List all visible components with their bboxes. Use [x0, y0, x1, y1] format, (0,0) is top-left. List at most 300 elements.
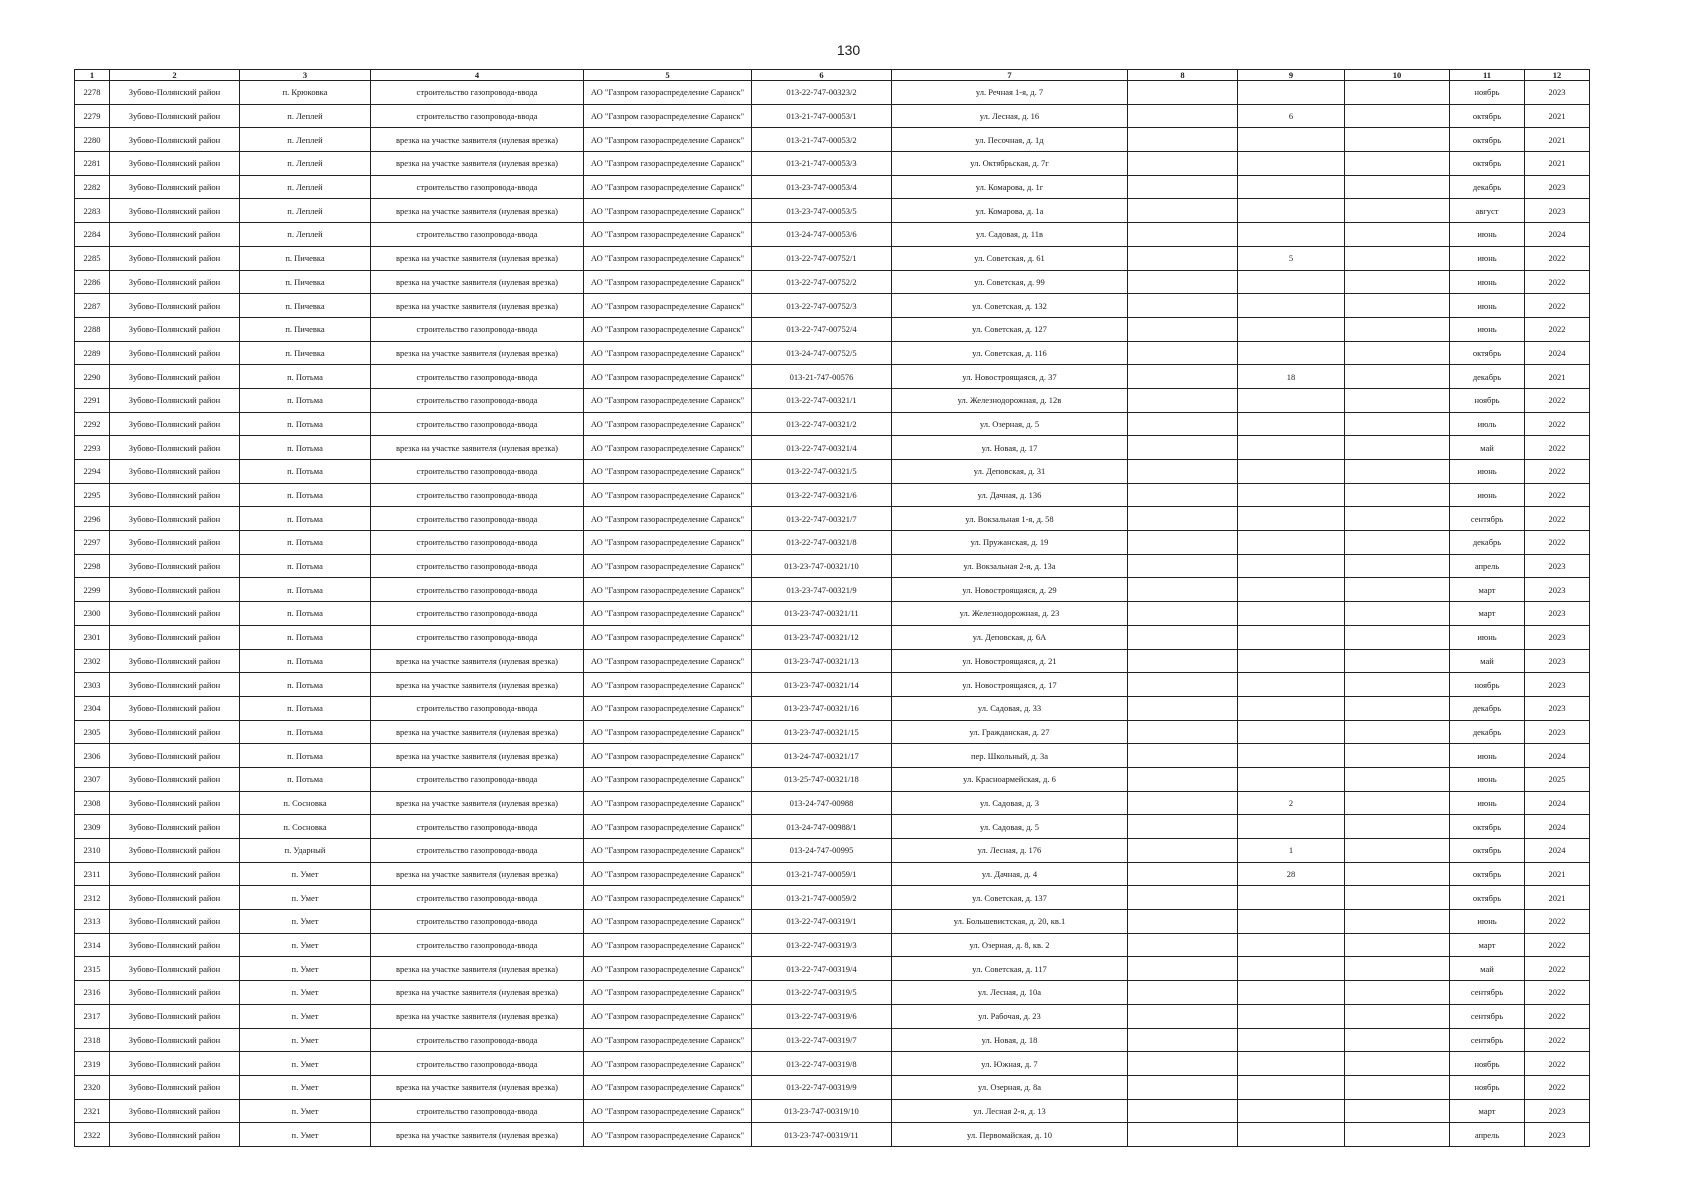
year-cell: 2022 — [1525, 933, 1590, 957]
work-type-cell: врезка на участке заявителя (нулевая врезка) — [371, 128, 584, 152]
settlement-cell: п. Умет — [240, 933, 371, 957]
organization-cell: АО "Газпром газораспределение Саранск" — [584, 602, 752, 626]
col-10-cell — [1345, 412, 1450, 436]
col-10-cell — [1345, 246, 1450, 270]
work-type-cell: врезка на участке заявителя (нулевая врезка) — [371, 1004, 584, 1028]
table-row — [75, 1052, 1590, 1076]
district-cell: Зубово-Полянский район — [110, 104, 240, 128]
contract-number-cell: 013-22-747-00752/4 — [752, 317, 892, 341]
col-8-cell — [1128, 270, 1238, 294]
year-cell: 2022 — [1525, 1028, 1590, 1052]
row-number-cell: 2303 — [75, 673, 110, 697]
contract-number-cell: 013-24-747-00988/1 — [752, 815, 892, 839]
year-cell: 2023 — [1525, 720, 1590, 744]
organization-cell: АО "Газпром газораспределение Саранск" — [584, 412, 752, 436]
col-9-cell — [1238, 578, 1345, 602]
table-row — [75, 862, 1590, 886]
col-8-cell — [1128, 294, 1238, 318]
settlement-cell: п. Умет — [240, 1099, 371, 1123]
month-cell: июнь — [1450, 625, 1525, 649]
table-row — [75, 602, 1590, 626]
work-type-cell: строительство газопровода-ввода — [371, 483, 584, 507]
year-cell: 2023 — [1525, 696, 1590, 720]
col-8-cell — [1128, 910, 1238, 934]
col-9-cell — [1238, 460, 1345, 484]
district-cell: Зубово-Полянский район — [110, 649, 240, 673]
settlement-cell: п. Потьма — [240, 578, 371, 602]
row-number-cell: 2296 — [75, 507, 110, 531]
work-type-cell: врезка на участке заявителя (нулевая врезка) — [371, 270, 584, 294]
district-cell: Зубово-Полянский район — [110, 744, 240, 768]
table-row — [75, 270, 1590, 294]
organization-cell: АО "Газпром газораспределение Саранск" — [584, 223, 752, 247]
address-cell: ул. Лесная 2-я, д. 13 — [892, 1099, 1128, 1123]
settlement-cell: п. Умет — [240, 1123, 371, 1147]
col-9-cell: 2 — [1238, 791, 1345, 815]
col-9-cell — [1238, 1123, 1345, 1147]
contract-number-cell: 013-21-747-00053/3 — [752, 152, 892, 176]
organization-cell: АО "Газпром газораспределение Саранск" — [584, 270, 752, 294]
row-number-cell: 2292 — [75, 412, 110, 436]
col-9-cell — [1238, 767, 1345, 791]
district-cell: Зубово-Полянский район — [110, 436, 240, 460]
organization-cell: АО "Газпром газораспределение Саранск" — [584, 1028, 752, 1052]
col-10-cell — [1345, 175, 1450, 199]
col-9-cell — [1238, 199, 1345, 223]
table-body — [75, 81, 1590, 1147]
work-type-cell: строительство газопровода-ввода — [371, 910, 584, 934]
address-cell: ул. Рабочая, д. 23 — [892, 1004, 1128, 1028]
month-cell: октябрь — [1450, 104, 1525, 128]
settlement-cell: п. Пичевка — [240, 294, 371, 318]
row-number-cell: 2318 — [75, 1028, 110, 1052]
col-10-cell — [1345, 862, 1450, 886]
col-8-cell — [1128, 81, 1238, 105]
address-cell: ул. Большевистская, д. 20, кв.1 — [892, 910, 1128, 934]
row-number-cell: 2283 — [75, 199, 110, 223]
address-cell: ул. Садовая, д. 11в — [892, 223, 1128, 247]
work-type-cell: врезка на участке заявителя (нулевая врезка) — [371, 1075, 584, 1099]
year-cell: 2022 — [1525, 412, 1590, 436]
col-10-cell — [1345, 1099, 1450, 1123]
table-row — [75, 957, 1590, 981]
organization-cell: АО "Газпром газораспределение Саранск" — [584, 507, 752, 531]
settlement-cell: п. Умет — [240, 1075, 371, 1099]
col-9-cell — [1238, 531, 1345, 555]
district-cell: Зубово-Полянский район — [110, 460, 240, 484]
col-10-cell — [1345, 791, 1450, 815]
row-number-cell: 2312 — [75, 886, 110, 910]
month-cell: декабрь — [1450, 175, 1525, 199]
work-type-cell: врезка на участке заявителя (нулевая врезка) — [371, 791, 584, 815]
contract-number-cell: 013-22-747-00321/6 — [752, 483, 892, 507]
table-row — [75, 365, 1590, 389]
header-row — [75, 70, 1590, 81]
district-cell: Зубово-Полянский район — [110, 554, 240, 578]
col-8-cell — [1128, 673, 1238, 697]
district-cell: Зубово-Полянский район — [110, 767, 240, 791]
col-10-cell — [1345, 1052, 1450, 1076]
table-row — [75, 673, 1590, 697]
column-header: 5 — [584, 70, 752, 81]
month-cell: декабрь — [1450, 696, 1525, 720]
contract-number-cell: 013-22-747-00319/8 — [752, 1052, 892, 1076]
district-cell: Зубово-Полянский район — [110, 957, 240, 981]
district-cell: Зубово-Полянский район — [110, 81, 240, 105]
row-number-cell: 2313 — [75, 910, 110, 934]
row-number-cell: 2310 — [75, 839, 110, 863]
month-cell: март — [1450, 578, 1525, 602]
address-cell: ул. Советская, д. 127 — [892, 317, 1128, 341]
year-cell: 2023 — [1525, 602, 1590, 626]
contract-number-cell: 013-22-747-00319/4 — [752, 957, 892, 981]
contract-number-cell: 013-21-747-00576 — [752, 365, 892, 389]
row-number-cell: 2315 — [75, 957, 110, 981]
organization-cell: АО "Газпром газораспределение Саранск" — [584, 317, 752, 341]
work-type-cell: строительство газопровода-ввода — [371, 388, 584, 412]
month-cell: ноябрь — [1450, 673, 1525, 697]
col-10-cell — [1345, 744, 1450, 768]
col-10-cell — [1345, 460, 1450, 484]
organization-cell: АО "Газпром газораспределение Саранск" — [584, 720, 752, 744]
work-type-cell: врезка на участке заявителя (нулевая врезка) — [371, 294, 584, 318]
year-cell: 2021 — [1525, 365, 1590, 389]
year-cell: 2023 — [1525, 673, 1590, 697]
organization-cell: АО "Газпром газораспределение Саранск" — [584, 839, 752, 863]
col-9-cell — [1238, 957, 1345, 981]
table-row — [75, 294, 1590, 318]
district-cell: Зубово-Полянский район — [110, 933, 240, 957]
month-cell: апрель — [1450, 1123, 1525, 1147]
month-cell: июнь — [1450, 460, 1525, 484]
organization-cell: АО "Газпром газораспределение Саранск" — [584, 104, 752, 128]
work-type-cell: врезка на участке заявителя (нулевая врезка) — [371, 649, 584, 673]
district-cell: Зубово-Полянский район — [110, 1028, 240, 1052]
year-cell: 2022 — [1525, 507, 1590, 531]
col-8-cell — [1128, 1052, 1238, 1076]
settlement-cell: п. Сосновка — [240, 791, 371, 815]
settlement-cell: п. Потьма — [240, 649, 371, 673]
col-9-cell — [1238, 1075, 1345, 1099]
row-number-cell: 2299 — [75, 578, 110, 602]
month-cell: август — [1450, 199, 1525, 223]
district-cell: Зубово-Полянский район — [110, 531, 240, 555]
month-cell: июнь — [1450, 223, 1525, 247]
table-row — [75, 199, 1590, 223]
col-10-cell — [1345, 767, 1450, 791]
year-cell: 2022 — [1525, 1075, 1590, 1099]
table-row — [75, 578, 1590, 602]
contract-number-cell: 013-23-747-00321/9 — [752, 578, 892, 602]
col-10-cell — [1345, 578, 1450, 602]
col-9-cell — [1238, 341, 1345, 365]
col-10-cell — [1345, 602, 1450, 626]
month-cell: июнь — [1450, 767, 1525, 791]
district-cell: Зубово-Полянский район — [110, 388, 240, 412]
col-8-cell — [1128, 412, 1238, 436]
col-9-cell: 1 — [1238, 839, 1345, 863]
col-9-cell — [1238, 128, 1345, 152]
month-cell: июнь — [1450, 910, 1525, 934]
work-type-cell: строительство газопровода-ввода — [371, 767, 584, 791]
work-type-cell: строительство газопровода-ввода — [371, 412, 584, 436]
settlement-cell: п. Леплей — [240, 199, 371, 223]
col-9-cell: 5 — [1238, 246, 1345, 270]
district-cell: Зубово-Полянский район — [110, 696, 240, 720]
row-number-cell: 2282 — [75, 175, 110, 199]
work-type-cell: строительство газопровода-ввода — [371, 81, 584, 105]
district-cell: Зубово-Полянский район — [110, 1075, 240, 1099]
address-cell: ул. Новостроящаяся, д. 21 — [892, 649, 1128, 673]
contract-number-cell: 013-22-747-00319/6 — [752, 1004, 892, 1028]
col-10-cell — [1345, 317, 1450, 341]
month-cell: сентябрь — [1450, 1004, 1525, 1028]
address-cell: ул. Советская, д. 116 — [892, 341, 1128, 365]
year-cell: 2023 — [1525, 175, 1590, 199]
work-type-cell: строительство газопровода-ввода — [371, 365, 584, 389]
col-10-cell — [1345, 365, 1450, 389]
address-cell: ул. Озерная, д. 5 — [892, 412, 1128, 436]
address-cell: ул. Железнодорожная, д. 12в — [892, 388, 1128, 412]
col-8-cell — [1128, 152, 1238, 176]
month-cell: июнь — [1450, 317, 1525, 341]
col-10-cell — [1345, 696, 1450, 720]
table-row — [75, 839, 1590, 863]
settlement-cell: п. Потьма — [240, 412, 371, 436]
table-row — [75, 933, 1590, 957]
table-row — [75, 175, 1590, 199]
contract-number-cell: 013-21-747-00053/1 — [752, 104, 892, 128]
address-cell: ул. Советская, д. 99 — [892, 270, 1128, 294]
district-cell: Зубово-Полянский район — [110, 910, 240, 934]
col-10-cell — [1345, 388, 1450, 412]
district-cell: Зубово-Полянский район — [110, 886, 240, 910]
col-10-cell — [1345, 1075, 1450, 1099]
col-9-cell — [1238, 673, 1345, 697]
col-9-cell — [1238, 1052, 1345, 1076]
address-cell: ул. Деповская, д. 6А — [892, 625, 1128, 649]
col-8-cell — [1128, 507, 1238, 531]
organization-cell: АО "Газпром газораспределение Саранск" — [584, 744, 752, 768]
row-number-cell: 2301 — [75, 625, 110, 649]
month-cell: май — [1450, 436, 1525, 460]
work-type-cell: врезка на участке заявителя (нулевая врезка) — [371, 1123, 584, 1147]
row-number-cell: 2304 — [75, 696, 110, 720]
year-cell: 2021 — [1525, 128, 1590, 152]
contract-number-cell: 013-24-747-00988 — [752, 791, 892, 815]
work-type-cell: строительство газопровода-ввода — [371, 531, 584, 555]
contract-number-cell: 013-23-747-00321/16 — [752, 696, 892, 720]
col-8-cell — [1128, 1075, 1238, 1099]
col-8-cell — [1128, 886, 1238, 910]
settlement-cell: п. Леплей — [240, 223, 371, 247]
settlement-cell: п. Потьма — [240, 460, 371, 484]
work-type-cell: строительство газопровода-ввода — [371, 460, 584, 484]
col-9-cell — [1238, 436, 1345, 460]
col-10-cell — [1345, 625, 1450, 649]
work-type-cell: строительство газопровода-ввода — [371, 696, 584, 720]
settlement-cell: п. Умет — [240, 862, 371, 886]
row-number-cell: 2322 — [75, 1123, 110, 1147]
col-9-cell — [1238, 1028, 1345, 1052]
address-cell: ул. Речная 1-я, д. 7 — [892, 81, 1128, 105]
district-cell: Зубово-Полянский район — [110, 507, 240, 531]
address-cell: ул. Комарова, д. 1а — [892, 199, 1128, 223]
column-header: 4 — [371, 70, 584, 81]
table-row — [75, 910, 1590, 934]
col-10-cell — [1345, 128, 1450, 152]
work-type-cell: врезка на участке заявителя (нулевая врезка) — [371, 720, 584, 744]
col-8-cell — [1128, 1123, 1238, 1147]
district-cell: Зубово-Полянский район — [110, 152, 240, 176]
month-cell: декабрь — [1450, 720, 1525, 744]
col-9-cell — [1238, 294, 1345, 318]
month-cell: ноябрь — [1450, 81, 1525, 105]
organization-cell: АО "Газпром газораспределение Саранск" — [584, 554, 752, 578]
address-cell: ул. Новостроящаяся, д. 37 — [892, 365, 1128, 389]
contract-number-cell: 013-23-747-00321/15 — [752, 720, 892, 744]
col-8-cell — [1128, 696, 1238, 720]
table-row — [75, 246, 1590, 270]
col-9-cell — [1238, 175, 1345, 199]
contract-number-cell: 013-22-747-00752/3 — [752, 294, 892, 318]
row-number-cell: 2300 — [75, 602, 110, 626]
year-cell: 2024 — [1525, 839, 1590, 863]
col-10-cell — [1345, 957, 1450, 981]
contract-number-cell: 013-22-747-00321/7 — [752, 507, 892, 531]
contract-number-cell: 013-22-747-00321/4 — [752, 436, 892, 460]
address-cell: ул. Советская, д. 137 — [892, 886, 1128, 910]
col-10-cell — [1345, 815, 1450, 839]
contract-number-cell: 013-22-747-00321/2 — [752, 412, 892, 436]
organization-cell: АО "Газпром газораспределение Саранск" — [584, 152, 752, 176]
contract-number-cell: 013-22-747-00319/7 — [752, 1028, 892, 1052]
page-number: 130 — [836, 42, 861, 58]
col-8-cell — [1128, 483, 1238, 507]
month-cell: декабрь — [1450, 531, 1525, 555]
year-cell: 2022 — [1525, 531, 1590, 555]
organization-cell: АО "Газпром газораспределение Саранск" — [584, 578, 752, 602]
organization-cell: АО "Газпром газораспределение Саранск" — [584, 910, 752, 934]
col-9-cell — [1238, 270, 1345, 294]
col-10-cell — [1345, 910, 1450, 934]
work-type-cell: строительство газопровода-ввода — [371, 839, 584, 863]
district-cell: Зубово-Полянский район — [110, 839, 240, 863]
settlement-cell: п. Потьма — [240, 365, 371, 389]
month-cell: июль — [1450, 412, 1525, 436]
organization-cell: АО "Газпром газораспределение Саранск" — [584, 483, 752, 507]
year-cell: 2023 — [1525, 554, 1590, 578]
row-number-cell: 2291 — [75, 388, 110, 412]
organization-cell: АО "Газпром газораспределение Саранск" — [584, 199, 752, 223]
row-number-cell: 2278 — [75, 81, 110, 105]
work-type-cell: строительство газопровода-ввода — [371, 886, 584, 910]
col-8-cell — [1128, 625, 1238, 649]
table-row — [75, 815, 1590, 839]
work-type-cell: строительство газопровода-ввода — [371, 578, 584, 602]
settlement-cell: п. Потьма — [240, 507, 371, 531]
table-row — [75, 981, 1590, 1005]
col-10-cell — [1345, 104, 1450, 128]
contract-number-cell: 013-22-747-00321/1 — [752, 388, 892, 412]
address-cell: ул. Садовая, д. 5 — [892, 815, 1128, 839]
district-cell: Зубово-Полянский район — [110, 625, 240, 649]
work-type-cell: врезка на участке заявителя (нулевая врезка) — [371, 152, 584, 176]
organization-cell: АО "Газпром газораспределение Саранск" — [584, 531, 752, 555]
organization-cell: АО "Газпром газораспределение Саранск" — [584, 365, 752, 389]
settlement-cell: п. Потьма — [240, 696, 371, 720]
work-type-cell: врезка на участке заявителя (нулевая врезка) — [371, 436, 584, 460]
col-10-cell — [1345, 223, 1450, 247]
contract-number-cell: 013-21-747-00059/2 — [752, 886, 892, 910]
col-8-cell — [1128, 933, 1238, 957]
organization-cell: АО "Газпром газораспределение Саранск" — [584, 175, 752, 199]
address-cell: ул. Дачная, д. 136 — [892, 483, 1128, 507]
year-cell: 2024 — [1525, 341, 1590, 365]
district-cell: Зубово-Полянский район — [110, 483, 240, 507]
settlement-cell: п. Умет — [240, 886, 371, 910]
settlement-cell: п. Леплей — [240, 152, 371, 176]
col-9-cell — [1238, 1004, 1345, 1028]
organization-cell: АО "Газпром газораспределение Саранск" — [584, 862, 752, 886]
organization-cell: АО "Газпром газораспределение Саранск" — [584, 1123, 752, 1147]
col-8-cell — [1128, 388, 1238, 412]
work-type-cell: врезка на участке заявителя (нулевая врезка) — [371, 341, 584, 365]
work-type-cell: строительство газопровода-ввода — [371, 507, 584, 531]
row-number-cell: 2321 — [75, 1099, 110, 1123]
month-cell: сентябрь — [1450, 1028, 1525, 1052]
work-type-cell: строительство газопровода-ввода — [371, 554, 584, 578]
month-cell: июнь — [1450, 246, 1525, 270]
col-10-cell — [1345, 1004, 1450, 1028]
organization-cell: АО "Газпром газораспределение Саранск" — [584, 673, 752, 697]
table-row — [75, 1099, 1590, 1123]
row-number-cell: 2309 — [75, 815, 110, 839]
table-row — [75, 507, 1590, 531]
col-8-cell — [1128, 1099, 1238, 1123]
col-10-cell — [1345, 531, 1450, 555]
col-8-cell — [1128, 815, 1238, 839]
year-cell: 2022 — [1525, 270, 1590, 294]
contract-number-cell: 013-23-747-00053/5 — [752, 199, 892, 223]
col-10-cell — [1345, 436, 1450, 460]
address-cell: ул. Вокзальная 2-я, д. 13а — [892, 554, 1128, 578]
month-cell: сентябрь — [1450, 981, 1525, 1005]
col-10-cell — [1345, 81, 1450, 105]
col-8-cell — [1128, 862, 1238, 886]
settlement-cell: п. Пичевка — [240, 317, 371, 341]
address-cell: ул. Песочная, д. 1д — [892, 128, 1128, 152]
address-cell: ул. Октябрьская, д. 7г — [892, 152, 1128, 176]
year-cell: 2024 — [1525, 744, 1590, 768]
work-type-cell: строительство газопровода-ввода — [371, 223, 584, 247]
district-cell: Зубово-Полянский район — [110, 317, 240, 341]
district-cell: Зубово-Полянский район — [110, 246, 240, 270]
table-row — [75, 767, 1590, 791]
address-cell: ул. Новостроящаяся, д. 17 — [892, 673, 1128, 697]
district-cell: Зубово-Полянский район — [110, 1052, 240, 1076]
month-cell: октябрь — [1450, 815, 1525, 839]
work-type-cell: строительство газопровода-ввода — [371, 104, 584, 128]
table-row — [75, 128, 1590, 152]
table-row — [75, 554, 1590, 578]
table-row — [75, 886, 1590, 910]
column-header: 8 — [1128, 70, 1238, 81]
col-10-cell — [1345, 720, 1450, 744]
column-header: 3 — [240, 70, 371, 81]
organization-cell: АО "Газпром газораспределение Саранск" — [584, 933, 752, 957]
table-row — [75, 388, 1590, 412]
